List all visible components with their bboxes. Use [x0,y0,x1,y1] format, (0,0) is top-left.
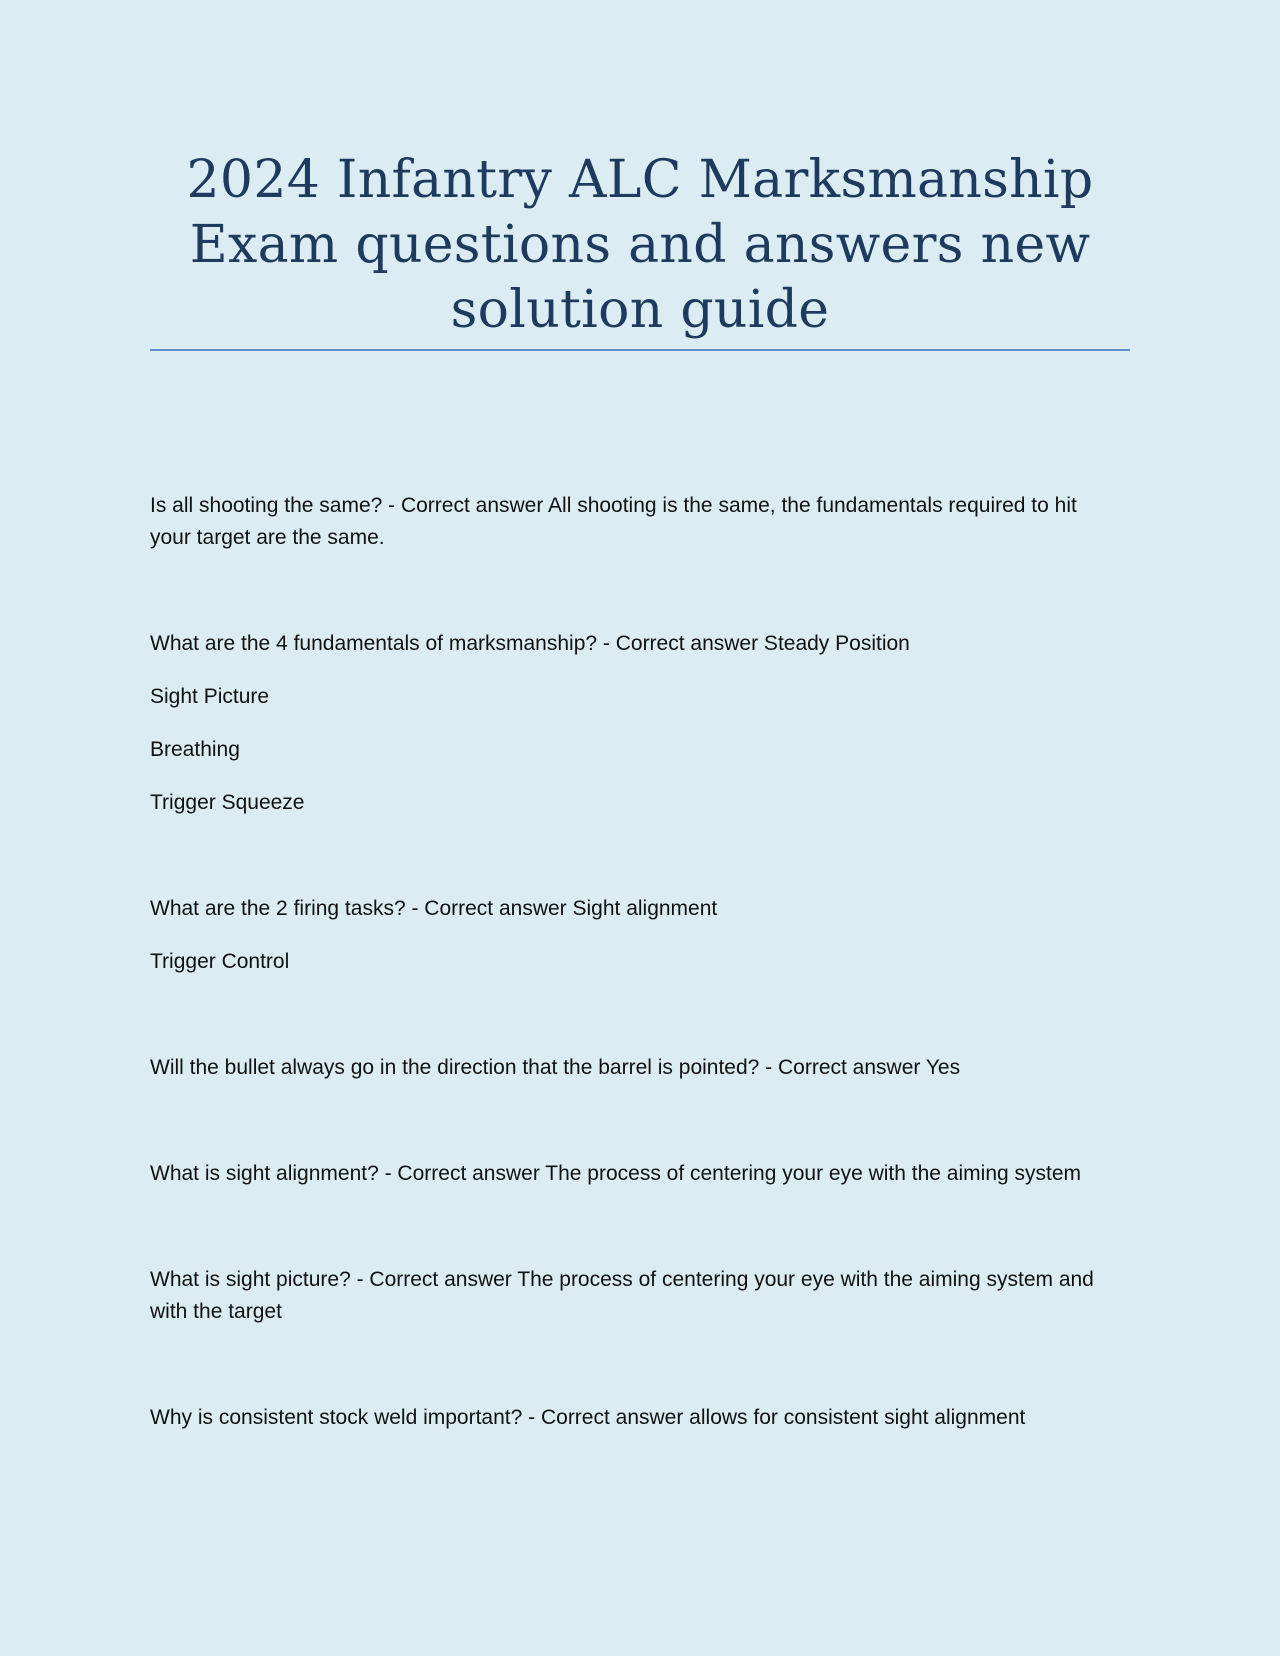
qa-item [150,1264,1110,1328]
spacer [150,978,1110,1052]
qa-question: Will the bullet always go in the direction that the barrel is pointed? - Correct answer Yes [150,1056,961,1079]
title-block [150,148,1130,351]
spacer [150,1190,1110,1264]
qa-question: Why is consistent stock weld important? - Correct answer allows for consistent sight alignment [150,1406,1026,1429]
qa-item [150,1402,1110,1434]
spacer [150,554,1110,628]
qa-answer-line: Breathing [150,738,240,761]
qa-question: What are the 2 firing tasks? - Correct answer Sight alignment [150,897,718,920]
qa-item [150,1158,1110,1190]
qa-question: What is sight picture? - Correct answer The process of centering your eye with the aiming system and with the target [150,1268,1094,1323]
qa-item [150,1052,1110,1084]
qa-item [150,893,1110,978]
qa-question: Is all shooting the same? - Correct answer All shooting is the same, the fundamentals required to hit your target are the same. [150,494,1077,549]
title-underline [150,349,1130,351]
qa-item [150,490,1110,554]
qa-list [150,490,1110,1434]
page-title: 2024 Infantry ALC Marksmanship Exam questions and answers new solution guide [186,150,1094,340]
qa-item [150,628,1110,819]
qa-answer-line: Trigger Control [150,950,290,973]
spacer [150,1328,1110,1402]
qa-answer-line: Sight Picture [150,685,270,708]
qa-question: What is sight alignment? - Correct answer The process of centering your eye with the aiming system [150,1162,1082,1185]
qa-question: What are the 4 fundamentals of marksmanship? - Correct answer Steady Position [150,632,910,655]
spacer [150,1084,1110,1158]
spacer [150,819,1110,893]
qa-answer-line: Trigger Squeeze [150,791,305,814]
